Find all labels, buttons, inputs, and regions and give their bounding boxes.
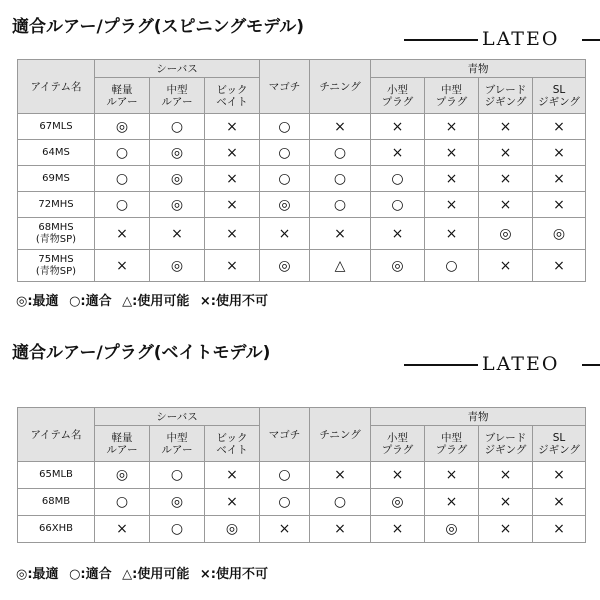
rating-symbol: × bbox=[445, 494, 458, 510]
header-chinning: チニング bbox=[310, 60, 371, 114]
rating-cell bbox=[371, 140, 425, 166]
rating-cell bbox=[425, 489, 479, 516]
rating-cell bbox=[533, 166, 586, 192]
rating-symbol: ○ bbox=[115, 170, 129, 187]
rating-symbol: × bbox=[391, 144, 404, 161]
rating-symbol: ○ bbox=[115, 494, 129, 510]
rating-cell bbox=[205, 218, 260, 250]
rating-cell bbox=[425, 250, 479, 282]
item-name-cell: 68MHS (青物SP) bbox=[18, 218, 95, 250]
item-name-cell: 64MS bbox=[18, 140, 95, 166]
rating-cell bbox=[310, 166, 371, 192]
rating-symbol: ○ bbox=[333, 170, 347, 187]
rating-cell bbox=[425, 166, 479, 192]
rating-cell bbox=[260, 114, 310, 140]
rating-symbol: × bbox=[499, 257, 512, 274]
rating-symbol: × bbox=[499, 144, 512, 161]
rating-symbol: ○ bbox=[170, 521, 184, 537]
rating-symbol: ○ bbox=[333, 494, 347, 510]
spinning-section-title: 適合ルアー/プラグ(スピニングモデル) bbox=[12, 17, 305, 37]
rating-cell bbox=[95, 166, 150, 192]
rating-cell bbox=[150, 489, 205, 516]
header-magochi: マゴチ bbox=[260, 408, 310, 462]
rating-cell bbox=[371, 462, 425, 489]
rating-cell bbox=[533, 462, 586, 489]
rating-symbol: ○ bbox=[278, 494, 291, 510]
rating-symbol: ◎ bbox=[391, 494, 404, 510]
rating-symbol: ○ bbox=[115, 196, 129, 213]
rating-cell bbox=[205, 114, 260, 140]
rating-symbol: × bbox=[445, 118, 458, 135]
rating-symbol: ○ bbox=[333, 144, 347, 161]
header-mid-lure: 中型 ルアー bbox=[150, 78, 205, 114]
spinning-compat-table bbox=[17, 59, 586, 282]
rating-cell bbox=[310, 192, 371, 218]
rating-symbol: ○ bbox=[278, 144, 291, 161]
legend-usable: △:使用可能 bbox=[122, 294, 190, 309]
header-light-lure: 軽量 ルアー bbox=[95, 78, 150, 114]
header-group-aomono: 青物 bbox=[371, 408, 586, 426]
rating-cell bbox=[425, 218, 479, 250]
rating-cell bbox=[310, 140, 371, 166]
bait-compat-table bbox=[17, 407, 586, 543]
rating-cell bbox=[205, 140, 260, 166]
rating-symbol: ○ bbox=[170, 467, 184, 483]
rating-symbol: ○ bbox=[391, 196, 404, 213]
rating-cell bbox=[150, 166, 205, 192]
table-row bbox=[18, 114, 586, 140]
rating-cell bbox=[205, 489, 260, 516]
header-item-name: アイテム名 bbox=[18, 408, 95, 462]
rating-symbol: ○ bbox=[278, 118, 291, 135]
header-group-aomono: 青物 bbox=[371, 60, 586, 78]
table-row bbox=[18, 489, 586, 516]
rating-symbol: × bbox=[445, 196, 458, 213]
bait-table-body bbox=[18, 462, 586, 543]
spinning-table-body bbox=[18, 114, 586, 282]
rating-symbol: ◎ bbox=[278, 196, 291, 213]
header-light-lure: 軽量 ルアー bbox=[95, 426, 150, 462]
rating-symbol: × bbox=[391, 118, 404, 135]
rating-cell bbox=[310, 462, 371, 489]
rating-symbol: × bbox=[499, 118, 512, 135]
rating-cell bbox=[310, 250, 371, 282]
rating-cell bbox=[260, 489, 310, 516]
rating-symbol: × bbox=[226, 467, 238, 483]
rating-cell bbox=[150, 140, 205, 166]
rating-symbol: × bbox=[553, 118, 565, 135]
rating-symbol: × bbox=[499, 521, 512, 537]
table-row bbox=[18, 218, 586, 250]
rating-cell bbox=[371, 192, 425, 218]
header-item-name: アイテム名 bbox=[18, 60, 95, 114]
item-name-cell: 66XHB bbox=[18, 516, 95, 543]
bait-section-title: 適合ルアー/プラグ(ベイトモデル) bbox=[12, 343, 271, 363]
rating-symbol: × bbox=[334, 118, 346, 135]
rating-symbol: ◎ bbox=[170, 170, 184, 187]
rating-symbol: × bbox=[226, 494, 238, 510]
legend-best: ◎:最適 bbox=[16, 294, 59, 309]
bait-brand-row bbox=[0, 355, 600, 375]
rating-symbol: × bbox=[334, 225, 346, 242]
rating-cell bbox=[425, 192, 479, 218]
rating-symbol: × bbox=[553, 144, 565, 161]
rating-symbol: ○ bbox=[278, 170, 291, 187]
rating-cell bbox=[310, 516, 371, 543]
item-name-cell: 65MLB bbox=[18, 462, 95, 489]
rating-cell bbox=[479, 114, 533, 140]
rating-symbol: × bbox=[391, 225, 404, 242]
rating-cell bbox=[533, 192, 586, 218]
item-name-cell: 69MS bbox=[18, 166, 95, 192]
rating-cell bbox=[533, 114, 586, 140]
rating-symbol: × bbox=[171, 225, 183, 242]
rating-cell bbox=[150, 192, 205, 218]
header-mid-lure: 中型 ルアー bbox=[150, 426, 205, 462]
rating-symbol: × bbox=[391, 521, 404, 537]
brand-logo: LATEO bbox=[482, 28, 560, 50]
spinning-legend bbox=[16, 290, 274, 309]
rating-cell bbox=[150, 250, 205, 282]
rating-symbol: × bbox=[116, 521, 128, 537]
rating-cell bbox=[205, 192, 260, 218]
rating-symbol: ◎ bbox=[170, 196, 184, 213]
table-row bbox=[18, 516, 586, 543]
header-big-bait: ビック ベイト bbox=[205, 78, 260, 114]
rating-cell bbox=[479, 140, 533, 166]
rating-cell bbox=[150, 114, 205, 140]
rating-cell bbox=[310, 114, 371, 140]
rating-cell bbox=[95, 462, 150, 489]
legend-unusable: ×:使用不可 bbox=[199, 567, 268, 582]
rating-cell bbox=[310, 218, 371, 250]
legend-unusable: ×:使用不可 bbox=[199, 294, 268, 309]
rating-cell bbox=[260, 516, 310, 543]
rating-symbol: × bbox=[226, 225, 238, 242]
rating-symbol: × bbox=[116, 257, 128, 274]
legend-suitable: ○:適合 bbox=[69, 294, 112, 309]
rating-cell bbox=[425, 140, 479, 166]
bait-legend bbox=[16, 563, 274, 582]
rating-symbol: ○ bbox=[170, 118, 184, 135]
rating-symbol: × bbox=[445, 144, 458, 161]
rating-symbol: × bbox=[445, 170, 458, 187]
rating-cell bbox=[479, 166, 533, 192]
item-name-cell: 67MLS bbox=[18, 114, 95, 140]
rating-symbol: ○ bbox=[278, 467, 291, 483]
rating-cell bbox=[479, 516, 533, 543]
table-row bbox=[18, 166, 586, 192]
rating-cell bbox=[479, 250, 533, 282]
rating-cell bbox=[150, 462, 205, 489]
rating-cell bbox=[371, 166, 425, 192]
rating-symbol: × bbox=[116, 225, 128, 242]
rating-cell bbox=[371, 489, 425, 516]
rating-cell bbox=[95, 489, 150, 516]
item-name-cell: 75MHS (青物SP) bbox=[18, 250, 95, 282]
spinning-brand-row bbox=[0, 30, 600, 50]
rating-cell bbox=[260, 166, 310, 192]
rating-symbol: × bbox=[226, 170, 238, 187]
header-chinning: チニング bbox=[310, 408, 371, 462]
rating-cell bbox=[95, 192, 150, 218]
item-name-cell: 72MHS bbox=[18, 192, 95, 218]
rating-symbol: × bbox=[226, 196, 238, 213]
rating-cell bbox=[533, 250, 586, 282]
rating-symbol: ○ bbox=[115, 144, 129, 161]
rating-cell bbox=[371, 114, 425, 140]
rating-symbol: × bbox=[499, 170, 512, 187]
legend-best: ◎:最適 bbox=[16, 567, 59, 582]
header-blade-jigging: ブレード ジギング bbox=[479, 78, 533, 114]
rating-symbol: ◎ bbox=[445, 521, 458, 537]
rating-cell bbox=[260, 250, 310, 282]
rating-symbol: × bbox=[226, 118, 238, 135]
rating-symbol: × bbox=[553, 170, 565, 187]
rating-symbol: × bbox=[278, 521, 291, 537]
rating-cell bbox=[95, 218, 150, 250]
header-group-seabass: シーバス bbox=[95, 408, 260, 426]
rating-symbol: × bbox=[445, 467, 458, 483]
rating-cell bbox=[260, 140, 310, 166]
rating-cell bbox=[479, 218, 533, 250]
rating-symbol: ◎ bbox=[278, 257, 291, 274]
rating-symbol: ○ bbox=[333, 196, 347, 213]
rating-symbol: × bbox=[553, 196, 565, 213]
header-mid-plug: 中型 プラグ bbox=[425, 78, 479, 114]
rating-symbol: × bbox=[226, 144, 238, 161]
brand-rule-left bbox=[404, 39, 478, 41]
rating-cell bbox=[479, 489, 533, 516]
rating-cell bbox=[205, 516, 260, 543]
rating-symbol: × bbox=[499, 467, 512, 483]
rating-cell bbox=[205, 462, 260, 489]
rating-symbol: ◎ bbox=[499, 225, 512, 242]
rating-cell bbox=[533, 218, 586, 250]
rating-cell bbox=[479, 462, 533, 489]
rating-symbol: × bbox=[553, 257, 565, 274]
rating-symbol: ◎ bbox=[225, 521, 239, 537]
rating-symbol: × bbox=[278, 225, 291, 242]
rating-symbol: ◎ bbox=[170, 144, 184, 161]
rating-symbol: × bbox=[499, 196, 512, 213]
rating-cell bbox=[425, 516, 479, 543]
rating-symbol: ○ bbox=[445, 257, 458, 274]
rating-cell bbox=[479, 192, 533, 218]
rating-cell bbox=[310, 489, 371, 516]
rating-cell bbox=[533, 489, 586, 516]
rating-cell bbox=[205, 166, 260, 192]
legend-usable: △:使用可能 bbox=[122, 567, 190, 582]
brand-logo: LATEO bbox=[482, 353, 560, 375]
rating-symbol: ◎ bbox=[552, 225, 566, 242]
rating-symbol: × bbox=[499, 494, 512, 510]
rating-symbol: ◎ bbox=[391, 257, 404, 274]
rating-symbol: × bbox=[553, 521, 565, 537]
header-magochi: マゴチ bbox=[260, 60, 310, 114]
rating-cell bbox=[150, 516, 205, 543]
rating-cell bbox=[425, 114, 479, 140]
header-group-seabass: シーバス bbox=[95, 60, 260, 78]
rating-cell bbox=[371, 250, 425, 282]
item-name-cell: 68MB bbox=[18, 489, 95, 516]
rating-symbol: ◎ bbox=[115, 467, 129, 483]
rating-cell bbox=[533, 516, 586, 543]
rating-symbol: × bbox=[445, 225, 458, 242]
brand-rule-right bbox=[582, 39, 600, 41]
legend-suitable: ○:適合 bbox=[69, 567, 112, 582]
rating-symbol: ○ bbox=[391, 170, 404, 187]
rating-symbol: ◎ bbox=[170, 494, 184, 510]
brand-rule-right bbox=[582, 364, 600, 366]
rating-cell bbox=[533, 140, 586, 166]
header-big-bait: ビック ベイト bbox=[205, 426, 260, 462]
table-row bbox=[18, 140, 586, 166]
table-row bbox=[18, 250, 586, 282]
table-row bbox=[18, 462, 586, 489]
rating-cell bbox=[260, 462, 310, 489]
rating-cell bbox=[205, 250, 260, 282]
header-sl-jigging: SL ジギング bbox=[533, 78, 586, 114]
rating-symbol: × bbox=[553, 467, 565, 483]
header-small-plug: 小型 プラグ bbox=[371, 426, 425, 462]
header-small-plug: 小型 プラグ bbox=[371, 78, 425, 114]
rating-symbol: × bbox=[391, 467, 404, 483]
table-row bbox=[18, 192, 586, 218]
rating-symbol: × bbox=[226, 257, 238, 274]
header-sl-jigging: SL ジギング bbox=[533, 426, 586, 462]
rating-symbol: × bbox=[334, 467, 346, 483]
rating-cell bbox=[260, 192, 310, 218]
brand-rule-left bbox=[404, 364, 478, 366]
rating-cell bbox=[95, 250, 150, 282]
rating-cell bbox=[371, 218, 425, 250]
rating-cell bbox=[95, 114, 150, 140]
rating-cell bbox=[425, 462, 479, 489]
rating-cell bbox=[95, 516, 150, 543]
header-blade-jigging: ブレード ジギング bbox=[479, 426, 533, 462]
rating-cell bbox=[260, 218, 310, 250]
rating-cell bbox=[150, 218, 205, 250]
rating-cell bbox=[95, 140, 150, 166]
rating-symbol: ◎ bbox=[115, 118, 129, 135]
rating-symbol: △ bbox=[334, 257, 346, 274]
rating-symbol: ◎ bbox=[170, 257, 184, 274]
header-mid-plug: 中型 プラグ bbox=[425, 426, 479, 462]
rating-symbol: × bbox=[334, 521, 346, 537]
rating-symbol: × bbox=[553, 494, 565, 510]
rating-cell bbox=[371, 516, 425, 543]
